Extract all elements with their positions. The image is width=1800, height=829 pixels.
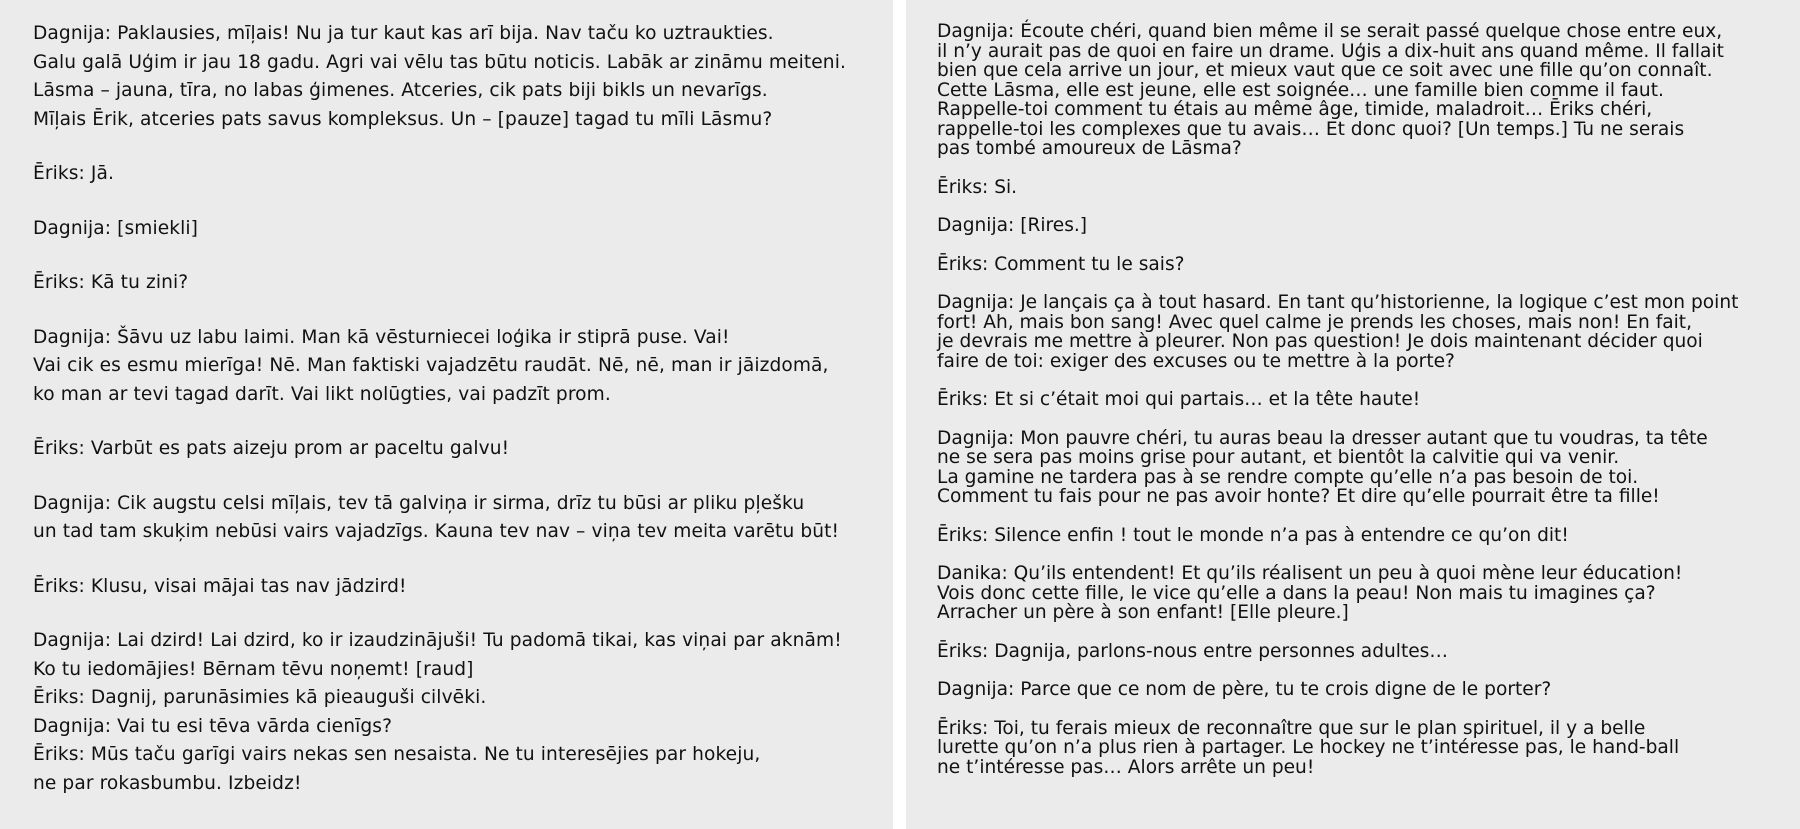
dialogue-line: Dagnija: [Rires.] <box>937 215 1088 236</box>
dialogue-line: ne t’intéresse pas… Alors arrête un peu! <box>937 756 1315 778</box>
french-text-panel <box>906 0 1800 829</box>
dialogue-paragraph <box>937 680 1792 700</box>
dialogue-line: Mīļais Ērik, atceries pats savus kompleksus. Un – [pauze] tagad tu mīli Lāsmu? <box>33 108 773 130</box>
dialogue-paragraph <box>937 390 1792 410</box>
dialogue-paragraph <box>937 429 1792 507</box>
dialogue-paragraph <box>937 642 1792 662</box>
dialogue-paragraph <box>937 22 1792 159</box>
dialogue-paragraph <box>937 178 1792 198</box>
dialogue-paragraph <box>33 573 883 602</box>
dialogue-paragraph <box>33 160 883 189</box>
dialogue-line: Dagnija: Cik augstu celsi mīļais, tev tā galviņa ir sirma, drīz tu būsi ar pliku pļešku <box>33 492 805 514</box>
dialogue-line: rappelle-toi les complexes que tu avais… Et donc quoi? [Un temps.] Tu ne serais <box>937 118 1685 140</box>
dialogue-paragraph <box>33 627 883 798</box>
dialogue-line: Ēriks: Silence enfin ! tout le monde n’a pas à entendre ce qu’on dit! <box>937 524 1569 546</box>
dialogue-line: un tad tam skuķim nebūsi vairs vajadzīgs. Kauna tev nav – viņa tev meita varētu būt! <box>33 521 840 542</box>
dialogue-line: Ēriks: Kā tu zini? <box>33 272 189 293</box>
dialogue-line: Dagnija: Écoute chéri, quand bien même il se serait passé quelque chose entre eux, <box>937 21 1723 42</box>
dialogue-line: Vois donc cette fille, le vice qu’elle a dans la peau! Non mais tu imagines ça? <box>937 582 1656 604</box>
dialogue-line: fort! Ah, mais bon sang! Avec quel calme je prends les choses, mais non! En fait, <box>937 311 1693 333</box>
dialogue-line: Dagnija: Mon pauvre chéri, tu auras beau la dresser autant que tu voudras, ta tête <box>937 427 1708 449</box>
dialogue-line: Ēriks: Dagnij, parunāsimies kā pieauguši cilvēki. <box>33 687 487 708</box>
dialogue-line: Arracher un père à son enfant! [Elle pleure.] <box>937 602 1349 623</box>
dialogue-paragraph <box>33 20 883 134</box>
dialogue-paragraph <box>33 215 883 244</box>
dialogue-line: Ēriks: Klusu, visai mājai tas nav jādzird! <box>33 575 407 597</box>
dialogue-line: Ēriks: Toi, tu ferais mieux de reconnaître que sur le plan spirituel, il y a belle <box>937 717 1646 739</box>
dialogue-line: La gamine ne tardera pas à se rendre compte qu’elle n’a pas besoin de toi. <box>937 466 1639 488</box>
dialogue-line: Ēriks: Varbūt es pats aizeju prom ar paceltu galvu! <box>33 438 510 459</box>
dialogue-line: Danika: Qu’ils entendent! Et qu’ils réalisent un peu à quoi mène leur éducation! <box>937 563 1683 584</box>
latvian-text-panel <box>0 0 893 829</box>
dialogue-paragraph <box>937 293 1792 371</box>
dialogue-line: Ko tu iedomājies! Bērnam tēvu noņemt! [raud] <box>33 658 474 680</box>
dialogue-line: Vai cik es esmu mierīga! Nē. Man faktiski vajadzētu raudāt. Nē, nē, man ir jāizdomā, <box>33 355 829 376</box>
dialogue-line: ne par rokasbumbu. Izbeidz! <box>33 772 302 794</box>
dialogue-line: Dagnija: Parce que ce nom de père, tu te crois digne de le porter? <box>937 679 1552 700</box>
dialogue-paragraph <box>937 719 1792 778</box>
dialogue-line: il n’y aurait pas de quoi en faire un drame. Uģis a dix-huit ans quand même. Il fallait <box>937 40 1724 62</box>
dialogue-line: faire de toi: exiger des excuses ou te mettre à la porte? <box>937 350 1455 372</box>
dialogue-paragraph <box>33 490 883 547</box>
dialogue-line: Dagnija: Je lançais ça à tout hasard. En tant qu’historienne, la logique c’est mon point <box>937 292 1739 313</box>
dialogue-line: je devrais me mettre à pleurer. Non pas question! Je dois maintenant décider quoi <box>937 331 1703 352</box>
dialogue-line: Ēriks: Si. <box>937 176 1018 198</box>
dialogue-line: ne se sera pas moins grise pour autant, et bientôt la calvitie qui va venir. <box>937 447 1620 468</box>
dialogue-line: Galu galā Uģim ir jau 18 gadu. Agri vai vēlu tas būtu noticis. Labāk ar zināmu meiteni. <box>33 51 846 73</box>
dialogue-line: Ēriks: Mūs taču garīgi vairs nekas sen nesaista. Ne tu interesējies par hokeju, <box>33 744 761 765</box>
dialogue-paragraph <box>937 526 1792 546</box>
dialogue-line: Ēriks: Et si c’était moi qui partais… et la tête haute! <box>937 389 1421 410</box>
dialogue-line: Dagnija: [smiekli] <box>33 217 199 239</box>
dialogue-paragraph <box>937 564 1792 623</box>
dialogue-paragraph <box>937 255 1792 275</box>
dialogue-line: Lāsma – jauna, tīra, no labas ģimenes. Atceries, cik pats biji bikls un nevarīgs. <box>33 80 768 101</box>
dialogue-line: Ēriks: Dagnija, parlons-nous entre personnes adultes… <box>937 640 1448 662</box>
dialogue-paragraph <box>937 216 1792 236</box>
dialogue-line: Dagnija: Lai dzird! Lai dzird, ko ir izaudzinājuši! Tu padomā tikai, kas viņai par aknām! <box>33 630 842 651</box>
dialogue-line: Dagnija: Paklausies, mīļais! Nu ja tur kaut kas arī bija. Nav taču ko uztraukties. <box>33 23 774 44</box>
dialogue-paragraph <box>33 269 883 298</box>
dialogue-line: bien que cela arrive un jour, et mieux vaut que ce soit avec une fille qu’on connaît. <box>937 60 1713 81</box>
dialogue-line: lurette qu’on n’a plus rien à partager. Le hockey ne t’intéresse pas, le hand-ball <box>937 737 1680 758</box>
dialogue-line: Dagnija: Šāvu uz labu laimi. Man kā vēsturniecei loģika ir stiprā puse. Vai! <box>33 326 730 348</box>
dialogue-paragraph <box>33 324 883 410</box>
dialogue-line: ko man ar tevi tagad darīt. Vai likt nolūgties, vai padzīt prom. <box>33 383 611 405</box>
dialogue-line: Cette Lāsma, elle est jeune, elle est soignée… une famille bien comme il faut. <box>937 79 1664 101</box>
dialogue-line: Ēriks: Jā. <box>33 163 114 184</box>
dialogue-line: Ēriks: Comment tu le sais? <box>937 253 1185 275</box>
dialogue-line: Rappelle-toi comment tu étais au même âge, timide, maladroit… Ēriks chéri, <box>937 99 1653 120</box>
dialogue-paragraph <box>33 435 883 464</box>
dialogue-line: pas tombé amoureux de Lāsma? <box>937 138 1242 159</box>
dialogue-line: Comment tu fais pour ne pas avoir honte? Et dire qu’elle pourrait être ta fille! <box>937 486 1660 507</box>
dialogue-line: Dagnija: Vai tu esi tēva vārda cienīgs? <box>33 715 393 737</box>
